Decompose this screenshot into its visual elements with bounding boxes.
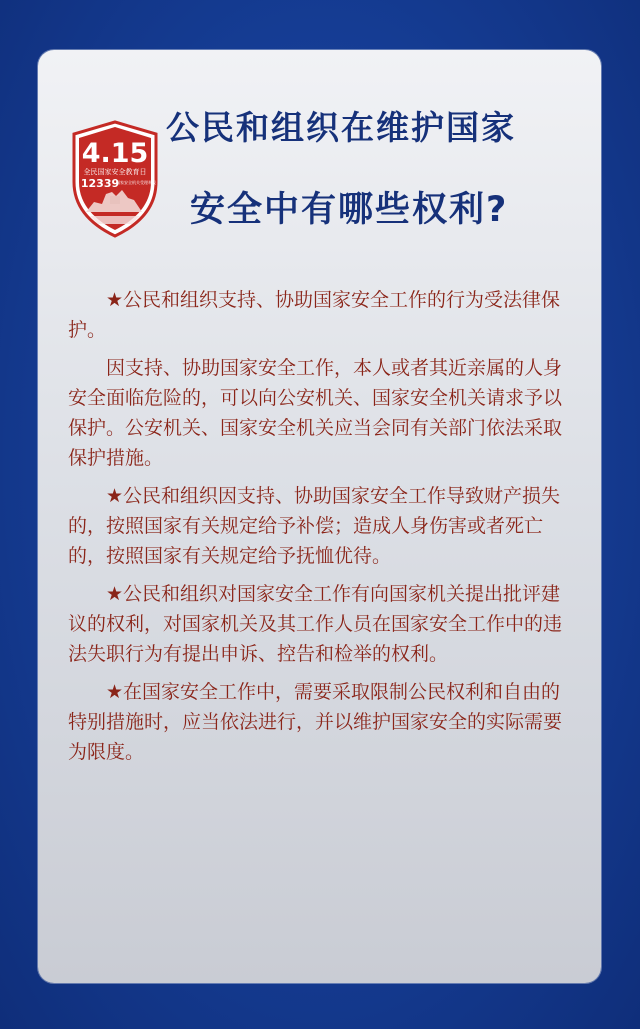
paragraph-text: 公民和组织对国家安全工作有向国家机关提出批评建议的权利，对国家机关及其工作人员在国家安全工作中的违法失职行为有提出申诉、控告和检举的权利。 <box>68 583 563 665</box>
paragraph <box>68 353 568 473</box>
paragraph-text: 公民和组织支持、协助国家安全工作的行为受法律保护。 <box>68 289 561 341</box>
star-bullet: ★ <box>106 681 124 703</box>
paragraph-text: 因支持、协助国家安全工作，本人或者其近亲属的人身安全面临危险的，可以向公安机关、国家安全机关请求予以保护。公安机关、国家安全机关应当会同有关部门依法采取保护措施。 <box>68 357 563 469</box>
badge-event: 全民国家安全教育日 <box>83 168 147 176</box>
paragraph <box>68 677 568 767</box>
paragraph <box>68 481 568 571</box>
article-body <box>68 285 568 775</box>
badge-date: 4.15 <box>81 138 149 169</box>
page-title-line-1: 公民和组织在维护国家 <box>166 108 516 147</box>
badge-hotline: 12339 <box>80 177 120 190</box>
paragraph-text: 在国家安全工作中，需要采取限制公民权利和自由的特别措施时，应当依法进行，并以维护国家安全的实际需要为限度。 <box>68 681 563 763</box>
national-security-day-badge <box>72 120 158 238</box>
star-bullet: ★ <box>106 289 124 311</box>
star-bullet: ★ <box>106 485 124 507</box>
paragraph-text: 公民和组织因支持、协助国家安全工作导致财产损失的，按照国家有关规定给予补偿；造成人身伤害或者死亡的，按照国家有关规定给予抚恤优待。 <box>68 485 561 567</box>
star-bullet: ★ <box>106 583 124 605</box>
paragraph <box>68 579 568 669</box>
paragraph <box>68 285 568 345</box>
badge-fineprint: 国家安全机关受理举报 <box>116 180 156 185</box>
page-title-line-2: 安全中有哪些权利? <box>190 190 509 230</box>
